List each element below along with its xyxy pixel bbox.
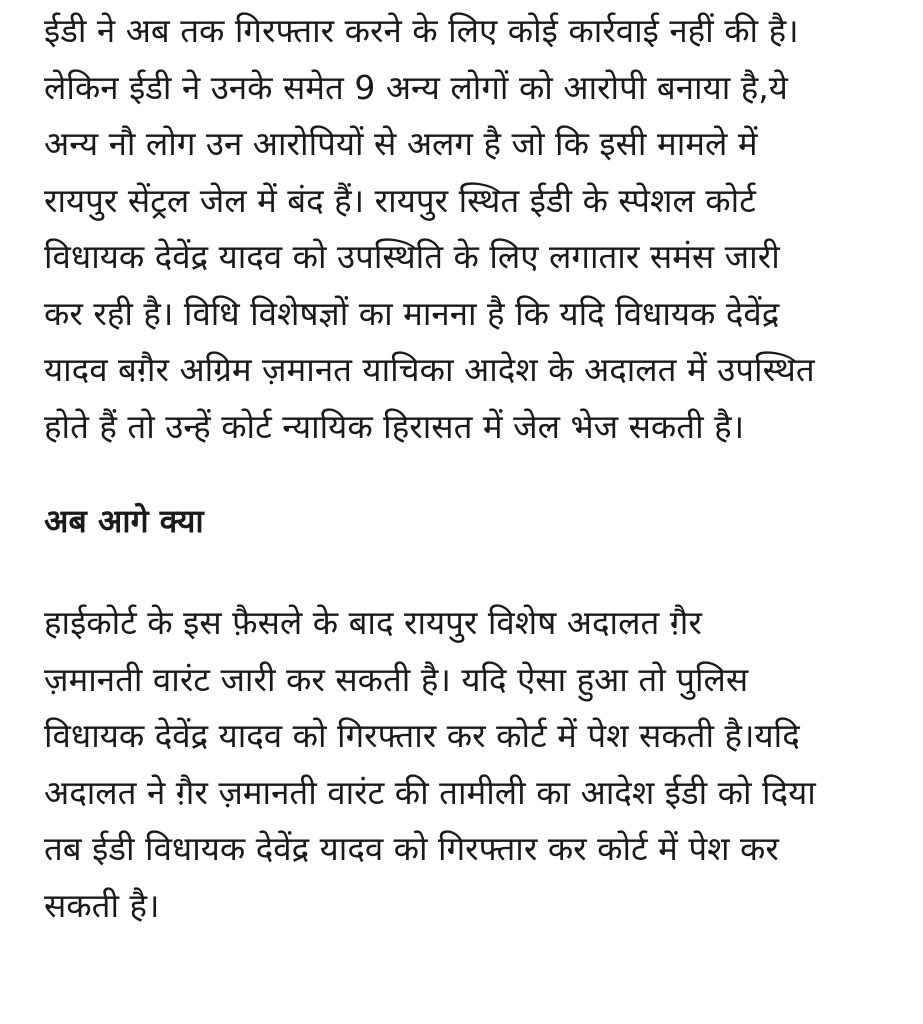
paragraph-line: लेकिन ईडी ने उनके समेत 9 अन्य लोगों को आरोपी बनाया है,ये	[44, 67, 788, 107]
paragraph-line: विधायक देवेंद्र यादव को गिरफ्तार कर कोर्ट में पेश सकती है।यदि	[44, 716, 800, 755]
paragraph-line: होते हैं तो उन्हें कोर्ट न्यायिक हिरासत में जेल भेज सकती है।	[44, 406, 745, 446]
paragraph-line: कर रही है। विधि विशेषज्ञों का मानना है कि यदि विधायक देवेंद्र	[44, 293, 780, 333]
paragraph-line: सकती है।	[44, 885, 160, 925]
paragraph-line: विधायक देवेंद्र यादव को उपस्थिति के लिए लगातार समंस जारी	[44, 237, 780, 276]
paragraph-line: हाईकोर्ट के इस फ़ैसले के बाद रायपुर विशेष अदालत ग़ैर	[44, 603, 702, 642]
article-body	[44, 0, 904, 934]
paragraph-line: ज़मानती वारंट जारी कर सकती है। यदि ऐसा हुआ तो पुलिस	[44, 659, 749, 699]
paragraph-line: अदालत ने ग़ैर ज़मानती वारंट की तामीली का आदेश ईडी को दिया	[44, 772, 816, 812]
paragraph-line: ईडी ने अब तक गिरफ्तार करने के लिए कोई कार्रवाई नहीं की है।	[44, 11, 799, 50]
paragraph-line: तब ईडी विधायक देवेंद्र यादव को गिरफ्तार कर कोर्ट में पेश कर	[44, 829, 779, 868]
paragraph-2	[44, 595, 904, 934]
paragraph-line: यादव बग़ैर अग्रिम ज़मानत याचिका आदेश के अदालत में उपस्थित	[44, 350, 815, 389]
paragraph-line: रायपुर सेंट्रल जेल में बंद हैं। रायपुर स्थित ईडी के स्पेशल कोर्ट	[44, 180, 756, 220]
section-heading: अब आगे क्या	[44, 502, 204, 540]
paragraph-1	[44, 0, 904, 455]
paragraph-line: अन्य नौ लोग उन आरोपियों से अलग है जो कि इसी मामले में	[44, 124, 758, 163]
